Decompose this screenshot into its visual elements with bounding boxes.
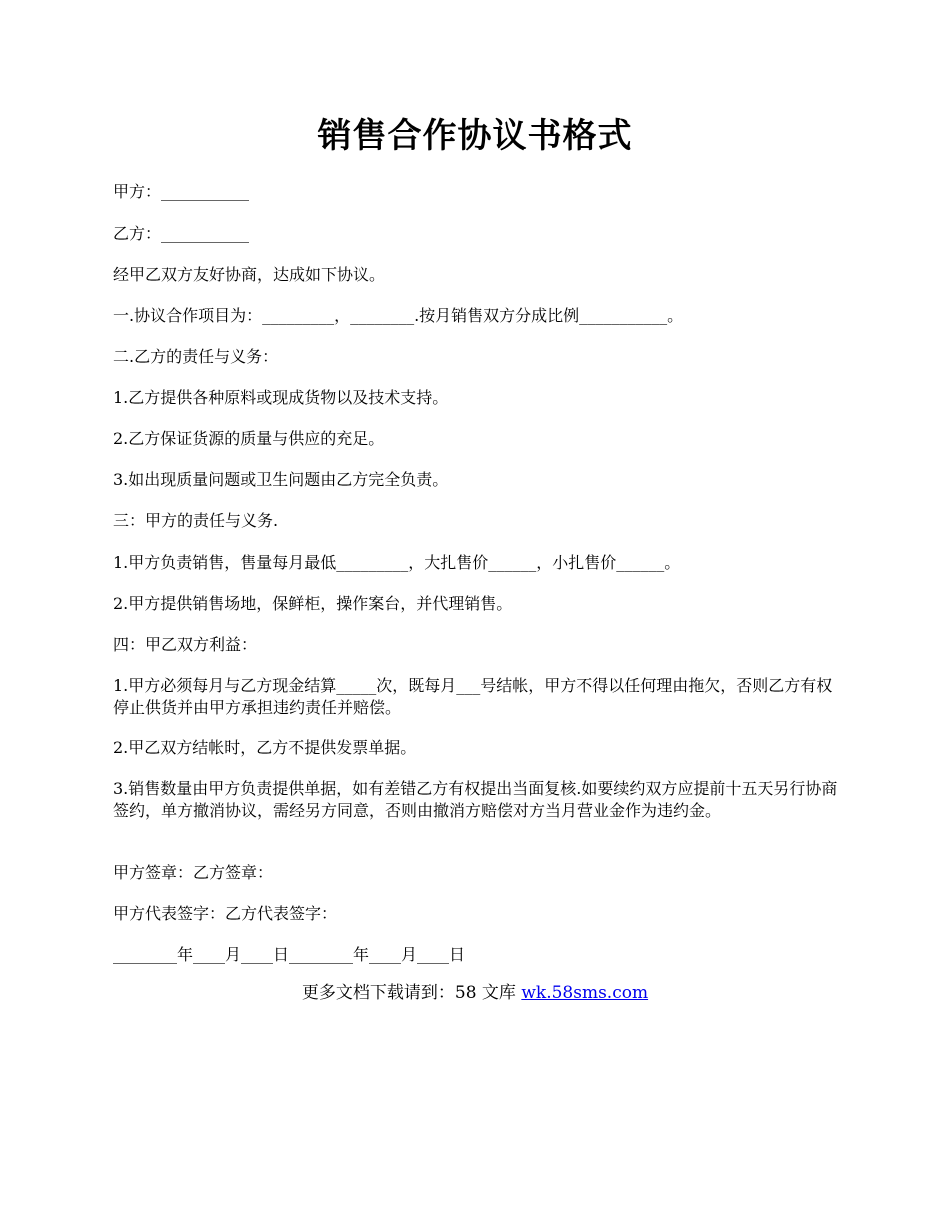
section-heading-party-b: 二.乙方的责任与义务： [113,347,279,366]
clause-1: 一.协议合作项目为：_________，________.按月销售双方分成比例___________。 [113,306,684,325]
section-heading-interests: 四：甲乙双方利益： [113,635,258,654]
interests-item-1: 1.甲方必须每月与乙方现金结算_____次，既每月___号结帐，甲方不得以任何理由拖欠，否则乙方有权停止供货并由甲方承担违约责任并赔偿。 [113,676,833,717]
representative-signature-line: 甲方代表签字：乙方代表签字： [113,904,338,923]
footer-link[interactable]: wk.58sms.com [521,983,649,1003]
section-heading-party-a: 三：甲方的责任与义务. [113,511,279,530]
party-b-item-2: 2.乙方保证货源的质量与供应的充足。 [113,429,385,448]
party-b-line: 乙方：___________ [113,224,250,243]
party-a-line: 甲方：___________ [113,182,250,201]
intro-paragraph: 经甲乙双方友好协商，达成如下协议。 [113,265,386,284]
document-title: 销售合作协议书格式 [317,116,633,156]
party-b-item-3: 3.如出现质量问题或卫生问题由乙方完全负责。 [113,470,449,489]
party-b-item-1: 1.乙方提供各种原料或现成货物以及技术支持。 [113,388,449,407]
party-a-item-2: 2.甲方提供销售场地，保鲜柜，操作案台，并代理销售。 [113,594,513,613]
interests-item-3: 3.销售数量由甲方负责提供单据，如有差错乙方有权提出当面复核.如要续约双方应提前十五天另行协商签约，单方撤消协议，需经另方同意，否则由撤消方赔偿对方当月营业金作为违约金。 [113,779,838,820]
download-footer [0,981,950,1005]
interests-item-2: 2.甲乙双方结帐时，乙方不提供发票单据。 [113,738,417,757]
date-line: ________年____月____日________年____月____日 [113,945,466,964]
footer-text: 更多文档下载请到：58 文库 [301,983,522,1003]
party-a-item-1: 1.甲方负责销售，售量每月最低_________，大扎售价______，小扎售价______。 [113,553,681,572]
seal-line: 甲方签章：乙方签章： [113,863,274,882]
